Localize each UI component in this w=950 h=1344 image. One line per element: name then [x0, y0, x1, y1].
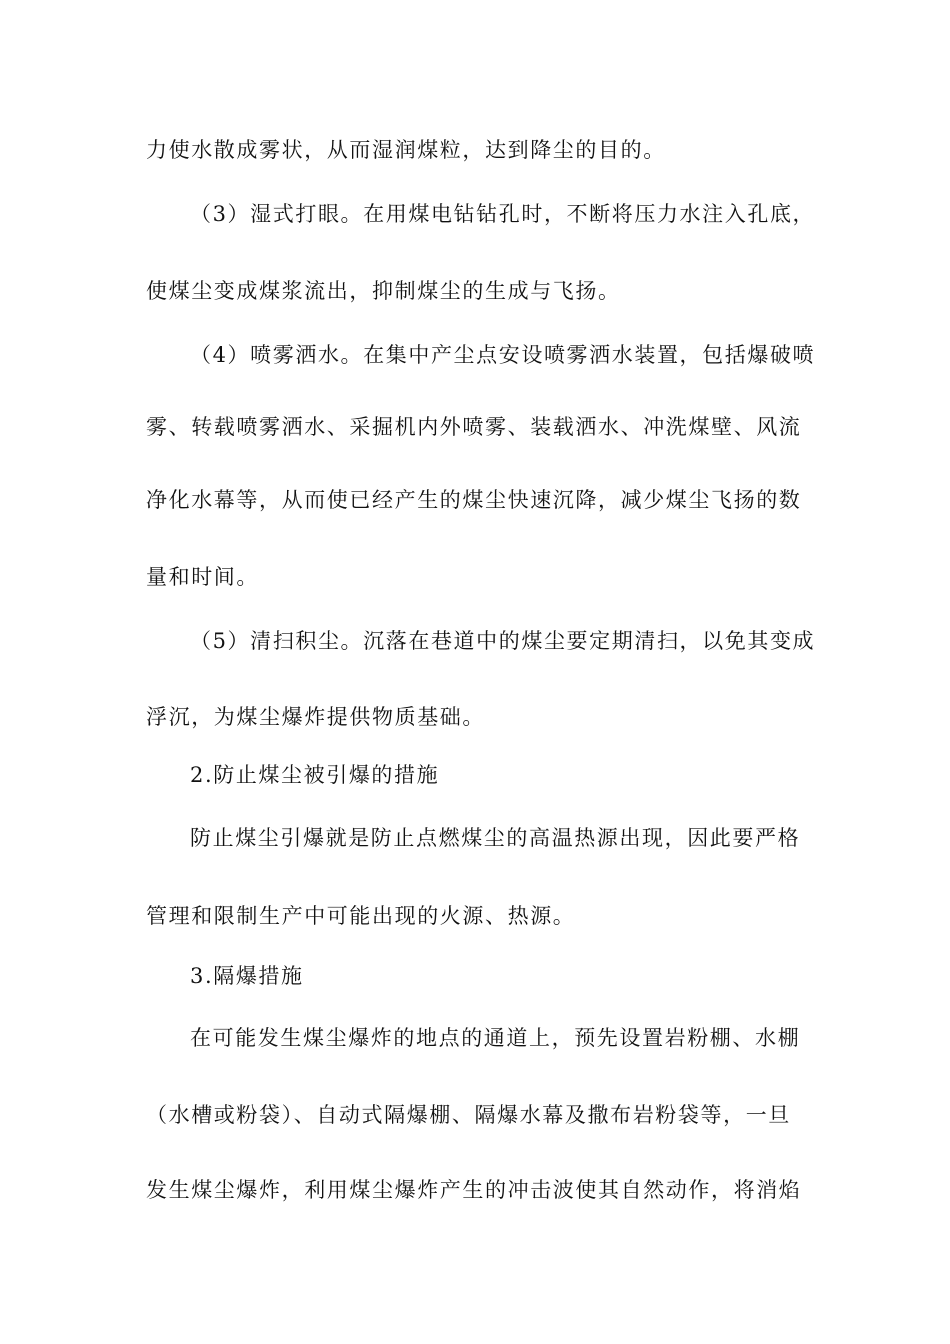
text-line: （3）湿式打眼。在用煤电钻钻孔时，不断将压力水注入孔底，	[190, 202, 816, 226]
text-line: 发生煤尘爆炸，利用煤尘爆炸产生的冲击波使其自然动作，将消焰	[146, 1178, 802, 1202]
text-line: 在可能发生煤尘爆炸的地点的通道上，预先设置岩粉棚、水棚	[190, 1026, 801, 1050]
text-line: 管理和限制生产中可能出现的火源、热源。	[146, 904, 576, 928]
text-line: （水槽或粉袋）、自动式隔爆棚、隔爆水幕及撒布岩粉袋等，一旦	[146, 1103, 791, 1127]
text-line: 防止煤尘引爆就是防止点燃煤尘的高温热源出现，因此要严格	[190, 826, 801, 850]
text-line: 浮沉，为煤尘爆炸提供物质基础。	[146, 705, 485, 729]
text-line: 雾、转载喷雾洒水、采掘机内外喷雾、装载洒水、冲洗煤壁、风流	[146, 415, 802, 439]
text-line: 量和时间。	[146, 565, 259, 589]
text-line: 使煤尘变成煤浆流出，抑制煤尘的生成与飞扬。	[146, 279, 621, 303]
text-line: （4）喷雾洒水。在集中产尘点安设喷雾洒水装置，包括爆破喷	[190, 343, 816, 367]
section-heading: 2.防止煤尘被引爆的措施	[190, 763, 440, 787]
section-heading: 3.隔爆措施	[190, 964, 304, 988]
text-line: （5）清扫积尘。沉落在巷道中的煤尘要定期清扫，以免其变成	[190, 629, 816, 653]
text-line: 净化水幕等，从而使已经产生的煤尘快速沉降，减少煤尘飞扬的数	[146, 488, 802, 512]
text-line: 力使水散成雾状，从而湿润煤粒，达到降尘的目的。	[146, 138, 666, 162]
